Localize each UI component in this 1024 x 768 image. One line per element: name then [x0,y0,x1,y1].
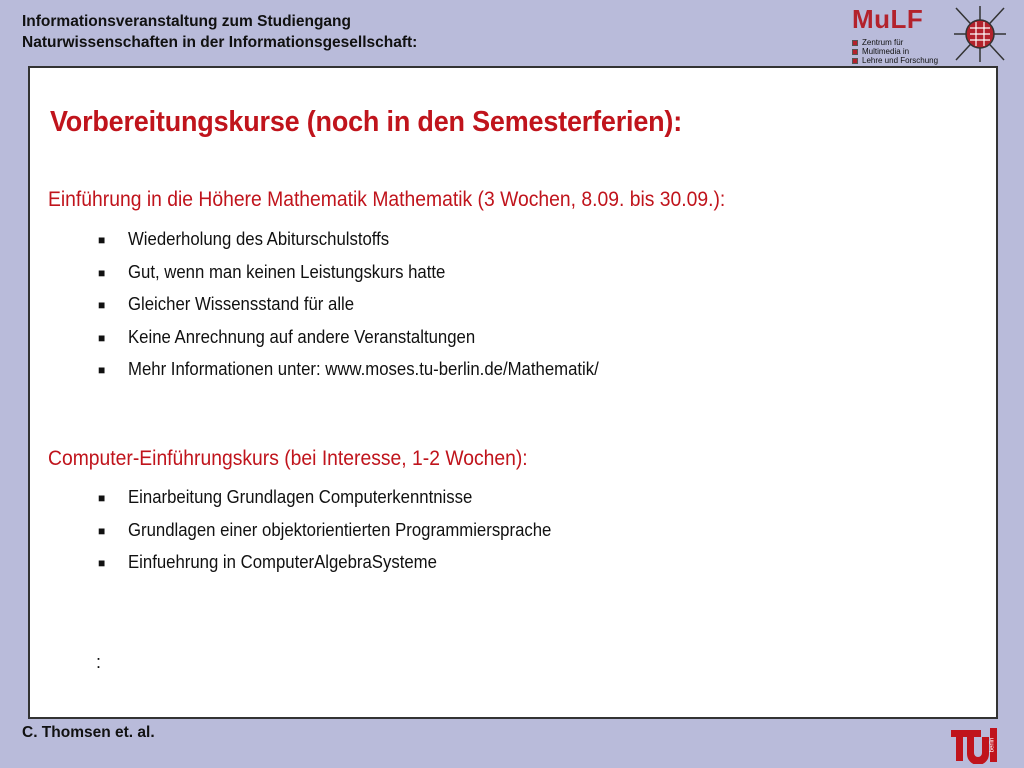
bullet-square-icon: ■ [98,330,106,345]
header-title-line2: Naturwissenschaften in der Informationsgesellschaft: [22,34,418,51]
section-heading-mathematics: Einführung in die Höhere Mathematik Mathematik (3 Wochen, 8.09. bis 30.09.): [48,188,726,211]
list-item [98,229,634,262]
bullet-text: Einarbeitung Grundlagen Computerkenntnisse [128,487,473,507]
mulf-logo-line2: Multimedia in [862,47,910,56]
mulf-emblem-icon [952,4,1008,64]
list-item [98,359,634,392]
mulf-logo-word: MuLF [852,4,924,34]
list-item [98,487,583,520]
section-heading-computer: Computer-Einführungskurs (bei Interesse, 1-2 Wochen): [48,447,528,470]
bullet-text: Einfuehrung in ComputerAlgebraSysteme [128,552,437,572]
header-title [22,11,417,53]
bullet-text: Keine Anrechnung auf andere Veranstaltungen [128,326,476,347]
list-item [98,294,634,327]
list-item [98,520,583,553]
slide-content [28,66,998,719]
mulf-logo-line1: Zentrum für [862,38,904,47]
mulf-logo [848,4,1008,66]
footer-author: C. Thomsen et. al. [22,724,155,741]
mulf-logo-line3: Lehre und Forschung [862,56,939,65]
bullet-text: Wiederholung des Abiturschulstoffs [128,229,390,249]
bullet-square-icon: ■ [98,363,106,377]
bullet-square-icon: ■ [98,298,106,312]
tu-berlin-logo-icon [948,724,998,764]
tu-logo-text: berlin [989,737,996,753]
bullet-square-icon: ■ [98,265,106,280]
logo-square-icon [852,40,858,46]
bullet-text: Gleicher Wissensstand für alle [128,294,355,314]
bullet-text: Grundlagen einer objektorientierten Programmiersprache [128,519,552,540]
list-item [98,327,634,360]
bullet-text: Mehr Informationen unter: www.moses.tu-berlin.de/Mathematik/ [128,359,599,379]
trailing-colon: : [96,652,102,672]
mulf-logo-subtitle [852,38,938,65]
bullet-list-mathematics [98,229,634,392]
header-title-line1: Informationsveranstaltung zum Studiengang [22,13,351,30]
logo-square-icon [852,49,858,55]
bullet-square-icon: ■ [98,556,106,570]
bullet-square-icon: ■ [98,491,106,505]
slide-title: Vorbereitungskurse (noch in den Semesterferien): [50,106,683,138]
bullet-list-computer [98,487,583,585]
bullet-square-icon: ■ [98,233,106,247]
list-item [98,552,583,585]
logo-square-icon [852,58,858,64]
bullet-text: Gut, wenn man keinen Leistungskurs hatte [128,261,446,282]
list-item [98,262,634,295]
bullet-square-icon: ■ [98,523,106,538]
